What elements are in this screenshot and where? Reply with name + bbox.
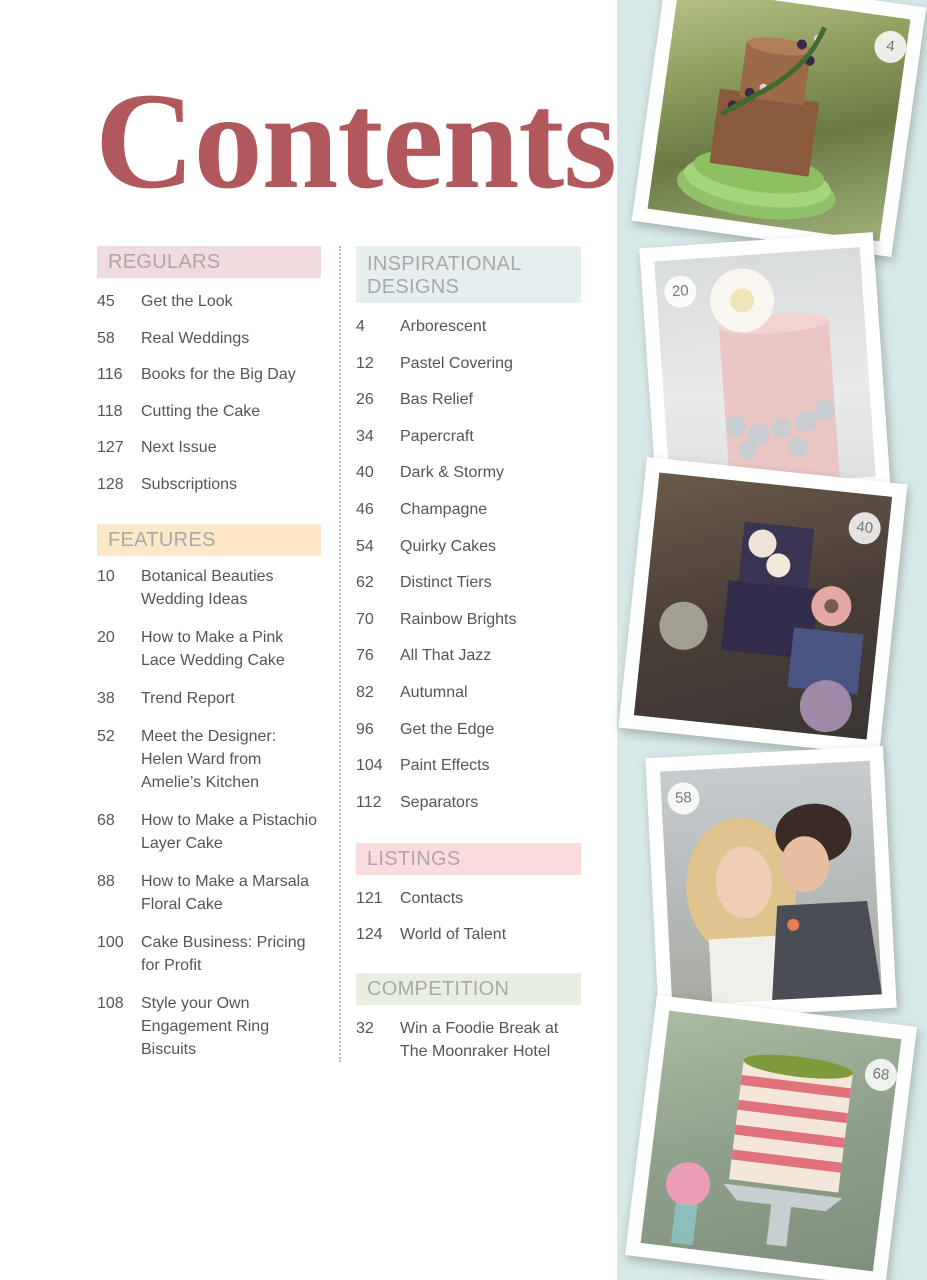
entry-title: Subscriptions xyxy=(141,475,238,493)
competition-section xyxy=(356,973,581,1063)
page-number: 20 xyxy=(97,628,115,646)
regulars-list xyxy=(97,290,321,496)
contents-entry[interactable] xyxy=(356,681,581,704)
page-number: 100 xyxy=(97,933,124,951)
page-number: 62 xyxy=(356,574,374,592)
page-number: 54 xyxy=(356,537,374,555)
page-badge: 20 xyxy=(663,275,697,309)
entry-title: Next Issue xyxy=(141,439,217,457)
photo-real-weddings-couple[interactable] xyxy=(645,746,896,1020)
contents-entry[interactable] xyxy=(97,290,321,313)
entry-title: Dark & Stormy xyxy=(400,464,505,482)
entry-title: Rainbow Brights xyxy=(400,610,517,628)
contents-entry[interactable] xyxy=(97,400,321,423)
page-number: 104 xyxy=(356,757,383,775)
column-divider xyxy=(339,246,341,1062)
page-number: 45 xyxy=(97,293,115,310)
entry-title: Trend Report xyxy=(141,689,235,707)
competition-list xyxy=(356,1017,581,1063)
listings-section xyxy=(356,843,581,947)
page-title: Contents xyxy=(95,64,617,217)
photo-image xyxy=(648,0,911,241)
entry-title: Separators xyxy=(400,793,479,811)
cake-illustration xyxy=(641,1011,902,1272)
entry-title: How to Make a Pink Lace Wedding Cake xyxy=(141,628,285,669)
entry-title: Distinct Tiers xyxy=(400,574,492,592)
contents-entry[interactable] xyxy=(356,608,581,631)
page-number: 76 xyxy=(356,647,374,665)
page-number: 96 xyxy=(356,720,374,738)
contents-entry[interactable] xyxy=(356,887,581,910)
contents-entry[interactable] xyxy=(356,923,581,946)
page-badge: 40 xyxy=(847,511,882,546)
contents-entry[interactable] xyxy=(97,687,321,710)
photo-image xyxy=(641,1011,902,1272)
competition-heading: COMPETITION xyxy=(356,973,581,1005)
entry-title: Win a Foodie Break at The Moonraker Hotel xyxy=(400,1020,559,1061)
entry-title: Get the Look xyxy=(141,293,233,310)
listings-heading: LISTINGS xyxy=(356,843,581,875)
entry-title: Pastel Covering xyxy=(400,354,513,372)
contents-entry[interactable] xyxy=(97,363,321,386)
entry-title: Botanical Beauties Wedding Ideas xyxy=(141,567,274,608)
cake-illustration xyxy=(634,472,892,739)
entry-title: Get the Edge xyxy=(400,720,495,738)
contents-entry[interactable] xyxy=(97,436,321,459)
page-number: 46 xyxy=(356,500,374,518)
right-column xyxy=(356,246,581,1063)
page-number: 12 xyxy=(356,354,374,372)
cake-illustration xyxy=(648,0,911,241)
regulars-heading: REGULARS xyxy=(97,246,321,278)
entry-title: Champagne xyxy=(400,500,488,518)
contents-entry[interactable] xyxy=(356,644,581,667)
contents-entry[interactable] xyxy=(356,425,581,448)
page-number: 118 xyxy=(97,402,123,420)
entry-title: Meet the Designer: Helen Ward from Amelie’s Kitchen xyxy=(141,727,277,791)
contents-entry[interactable] xyxy=(356,754,581,777)
page-number: 82 xyxy=(356,683,374,701)
entry-title: Quirky Cakes xyxy=(400,537,497,555)
page-number: 68 xyxy=(97,811,115,829)
entry-title: How to Make a Marsala Floral Cake xyxy=(141,872,310,913)
entry-title: Autumnal xyxy=(400,683,468,701)
contents-entry[interactable] xyxy=(356,1017,581,1063)
page-number: 88 xyxy=(97,872,115,890)
page-number: 10 xyxy=(97,567,115,585)
contents-entry[interactable] xyxy=(97,725,321,794)
entry-title: All That Jazz xyxy=(400,647,492,665)
entry-title: Arborescent xyxy=(400,318,487,335)
page-number: 121 xyxy=(356,889,383,907)
entry-title: Style your Own Engagement Ring Biscuits xyxy=(141,994,270,1058)
page-badge: 58 xyxy=(667,782,701,816)
features-section xyxy=(97,524,321,1061)
entry-title: World of Talent xyxy=(400,926,507,944)
contents-entry[interactable] xyxy=(97,931,321,977)
contents-entry[interactable] xyxy=(97,473,321,496)
page-badge: 68 xyxy=(863,1057,899,1093)
page-number: 128 xyxy=(97,475,124,493)
features-heading: FEATURES xyxy=(97,524,321,556)
page-number: 58 xyxy=(97,329,115,347)
entry-title: How to Make a Pistachio Layer Cake xyxy=(141,811,318,852)
regulars-section xyxy=(97,246,321,496)
entry-title: Books for the Big Day xyxy=(141,366,296,384)
entry-title: Papercraft xyxy=(400,427,474,445)
page-number: 124 xyxy=(356,926,383,944)
page-number: 112 xyxy=(356,793,382,811)
contents-entry[interactable] xyxy=(97,870,321,916)
photo-dark-stormy-cakes[interactable] xyxy=(619,457,908,755)
contents-entry[interactable] xyxy=(356,352,581,375)
inspirational-section xyxy=(356,246,581,814)
page-number: 26 xyxy=(356,391,374,409)
photo-image xyxy=(634,472,892,739)
page-number: 4 xyxy=(356,318,365,335)
contents-entry[interactable] xyxy=(356,718,581,741)
page-number: 38 xyxy=(97,689,115,707)
page-number: 52 xyxy=(97,727,115,745)
inspirational-list xyxy=(356,315,581,814)
contents-entry[interactable] xyxy=(356,498,581,521)
contents-entry[interactable] xyxy=(356,791,581,814)
listings-list xyxy=(356,887,581,947)
page-number: 116 xyxy=(97,366,123,384)
page-number: 108 xyxy=(97,994,124,1012)
page-number: 70 xyxy=(356,610,374,628)
page-number: 40 xyxy=(356,464,374,482)
contents-entry[interactable] xyxy=(97,626,321,672)
entry-title: Bas Relief xyxy=(400,391,473,409)
inspirational-heading: INSPIRATIONAL DESIGNS xyxy=(356,246,581,303)
page-badge: 4 xyxy=(872,29,908,65)
contents-entry[interactable] xyxy=(356,571,581,594)
contents-entry[interactable] xyxy=(97,565,321,611)
contents-entry[interactable] xyxy=(97,327,321,350)
photo-arborescent-cake[interactable] xyxy=(632,0,927,257)
entry-title: Cutting the Cake xyxy=(141,402,261,420)
contents-entry[interactable] xyxy=(356,461,581,484)
contents-entry[interactable] xyxy=(356,535,581,558)
entry-title: Real Weddings xyxy=(141,329,250,347)
contents-entry[interactable] xyxy=(356,315,581,338)
entry-title: Paint Effects xyxy=(400,757,490,775)
entry-title: Contacts xyxy=(400,889,464,907)
left-column xyxy=(97,246,321,1061)
page-number: 34 xyxy=(356,427,374,445)
contents-entry[interactable] xyxy=(97,992,321,1061)
contents-entry[interactable] xyxy=(356,388,581,411)
page-number: 32 xyxy=(356,1020,374,1038)
entry-title: Cake Business: Pricing for Profit xyxy=(141,933,306,974)
photo-pistachio-layer-cake[interactable] xyxy=(625,995,917,1280)
page-number: 127 xyxy=(97,439,124,457)
contents-entry[interactable] xyxy=(97,809,321,855)
features-list xyxy=(97,565,321,1061)
